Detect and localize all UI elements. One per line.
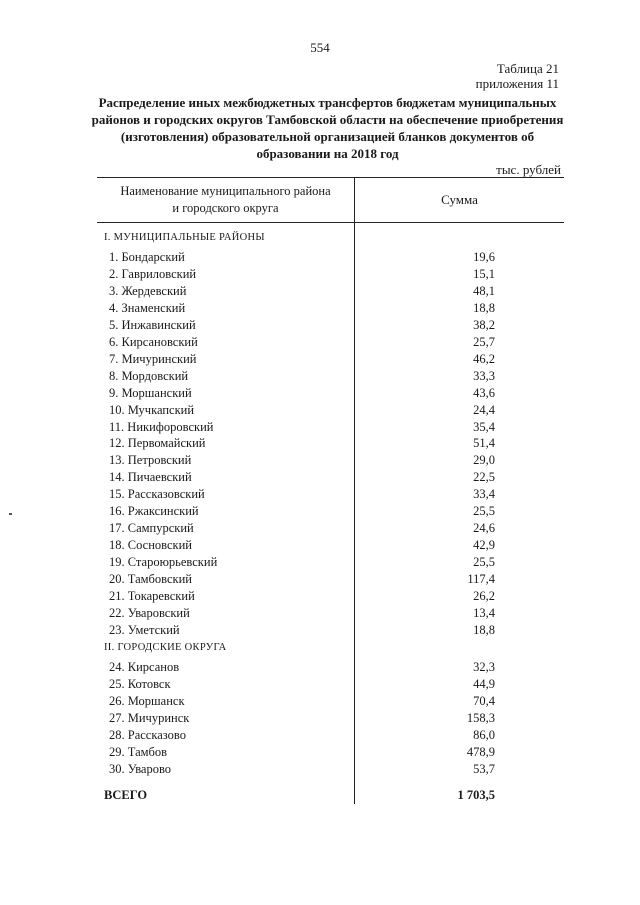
row-name: 6. Кирсановский [109, 334, 198, 349]
table-row [0, 571, 640, 588]
row-value: 22,5 [473, 470, 495, 485]
column-header-name [97, 183, 354, 217]
row-value: 24,4 [473, 402, 495, 417]
table-row [0, 351, 640, 368]
row-value: 19,6 [473, 250, 495, 264]
row-value: 33,4 [473, 487, 495, 502]
row-value: 478,9 [466, 745, 495, 759]
row-value: 38,2 [473, 317, 495, 332]
row-value: 53,7 [473, 762, 495, 776]
column-header-name-line: Наименование муниципального района [120, 184, 331, 198]
table-row [0, 368, 640, 385]
table-row [0, 622, 640, 639]
row-name: 10. Мучкапский [109, 402, 195, 417]
row-name: 25. Котовск [109, 677, 171, 691]
row-name: 15. Рассказовский [109, 487, 205, 502]
page-number: 554 [310, 40, 330, 55]
row-name: 24. Кирсанов [109, 660, 180, 674]
table-row [0, 605, 640, 622]
column-header-name-line: и городского округа [172, 201, 279, 215]
row-name: 22. Уваровский [109, 605, 190, 620]
row-value: 25,5 [473, 555, 495, 570]
column-header-sum: Сумма [441, 192, 478, 207]
table-row [0, 385, 640, 402]
title-line: районов и городских округов Тамбовской области на обеспечение приобретения [91, 112, 564, 127]
row-value: 42,9 [473, 538, 495, 553]
row-name: 1. Бондарский [109, 250, 185, 264]
table-row [0, 249, 640, 266]
row-name: 9. Моршанский [109, 385, 192, 400]
table-row [0, 419, 640, 436]
row-name: 21. Токаревский [109, 589, 195, 603]
total-value: 1 703,5 [457, 788, 495, 802]
row-value: 158,3 [466, 711, 495, 725]
row-value: 24,6 [473, 521, 495, 536]
table-row [0, 402, 640, 419]
document-title [90, 94, 565, 162]
table-row [0, 266, 640, 283]
row-value: 18,8 [473, 622, 495, 637]
row-name: 8. Мордовский [109, 368, 189, 383]
row-value: 33,3 [473, 368, 495, 383]
table-row [0, 693, 640, 710]
section-heading-districts: I. МУНИЦИПАЛЬНЫЕ РАЙОНЫ [104, 232, 265, 243]
row-name: 5. Инжавинский [109, 317, 196, 332]
table-row [0, 588, 640, 605]
row-name: 27. Мичуринск [109, 711, 190, 725]
row-value: 25,5 [473, 504, 495, 519]
table-row [0, 761, 640, 778]
row-name: 2. Гавриловский [109, 266, 197, 281]
title-line: образовании на 2018 год [256, 146, 399, 161]
table-row [0, 537, 640, 554]
row-name: 26. Моршанск [109, 694, 185, 708]
table-row [0, 659, 640, 676]
row-name: 4. Знаменский [109, 300, 186, 315]
row-value: 35,4 [473, 419, 495, 434]
row-name: 11. Никифоровский [109, 419, 214, 434]
table-row [0, 710, 640, 727]
table-row [0, 554, 640, 571]
row-value: 32,3 [473, 660, 495, 674]
table-row [0, 520, 640, 537]
row-name: 23. Уметский [109, 622, 180, 637]
table-row [0, 469, 640, 486]
table-row [0, 486, 640, 503]
title-line: (изготовления) образовательной организацией бланков документов об [120, 129, 535, 144]
row-name: 7. Мичуринский [109, 351, 197, 366]
row-value: 51,4 [473, 436, 495, 451]
section-heading-cities: II. ГОРОДСКИЕ ОКРУГА [104, 642, 227, 653]
table-row [0, 503, 640, 520]
row-value: 43,6 [473, 385, 495, 400]
row-value: 46,2 [473, 351, 495, 366]
row-value: 44,9 [473, 677, 495, 691]
row-name: 13. Петровский [109, 453, 192, 468]
row-name: 14. Пичаевский [109, 470, 192, 485]
table-row [0, 452, 640, 469]
row-name: 30. Уварово [109, 762, 172, 776]
table-row [0, 435, 640, 452]
row-value: 13,4 [473, 605, 495, 620]
table-row [0, 334, 640, 351]
row-value: 48,1 [473, 283, 495, 298]
row-name: 28. Рассказово [109, 728, 186, 742]
row-name: 29. Тамбов [109, 745, 168, 759]
table-number: Таблица 21 [496, 61, 559, 76]
row-name: 18. Сосновский [109, 538, 192, 553]
table-reference [476, 61, 559, 91]
row-value: 117,4 [467, 572, 495, 587]
table-row [0, 744, 640, 761]
row-value: 26,2 [473, 589, 495, 603]
appendix-number: приложения 11 [475, 76, 559, 91]
table-row [0, 317, 640, 334]
total-label: ВСЕГО [104, 788, 148, 802]
header-bottom-rule [97, 222, 564, 223]
row-name: 3. Жердевский [109, 283, 187, 298]
row-value: 70,4 [473, 694, 495, 708]
row-value: 29,0 [473, 453, 495, 468]
row-value: 86,0 [473, 728, 495, 742]
units-label: тыс. рублей [496, 162, 561, 177]
table-row [0, 300, 640, 317]
table-row [0, 283, 640, 300]
row-value: 25,7 [473, 334, 495, 349]
table-top-rule [97, 177, 564, 178]
margin-mark [9, 513, 12, 515]
title-line: Распределение иных межбюджетных трансфертов бюджетам муниципальных [98, 95, 557, 110]
row-name: 16. Ржаксинский [109, 504, 199, 519]
row-name: 12. Первомайский [109, 436, 206, 451]
row-name: 20. Тамбовский [109, 572, 192, 587]
row-name: 19. Староюрьевский [109, 555, 218, 570]
table-row [0, 676, 640, 693]
row-name: 17. Сампурский [109, 521, 194, 536]
row-value: 15,1 [473, 266, 495, 281]
table-row [0, 727, 640, 744]
row-value: 18,8 [473, 300, 495, 315]
